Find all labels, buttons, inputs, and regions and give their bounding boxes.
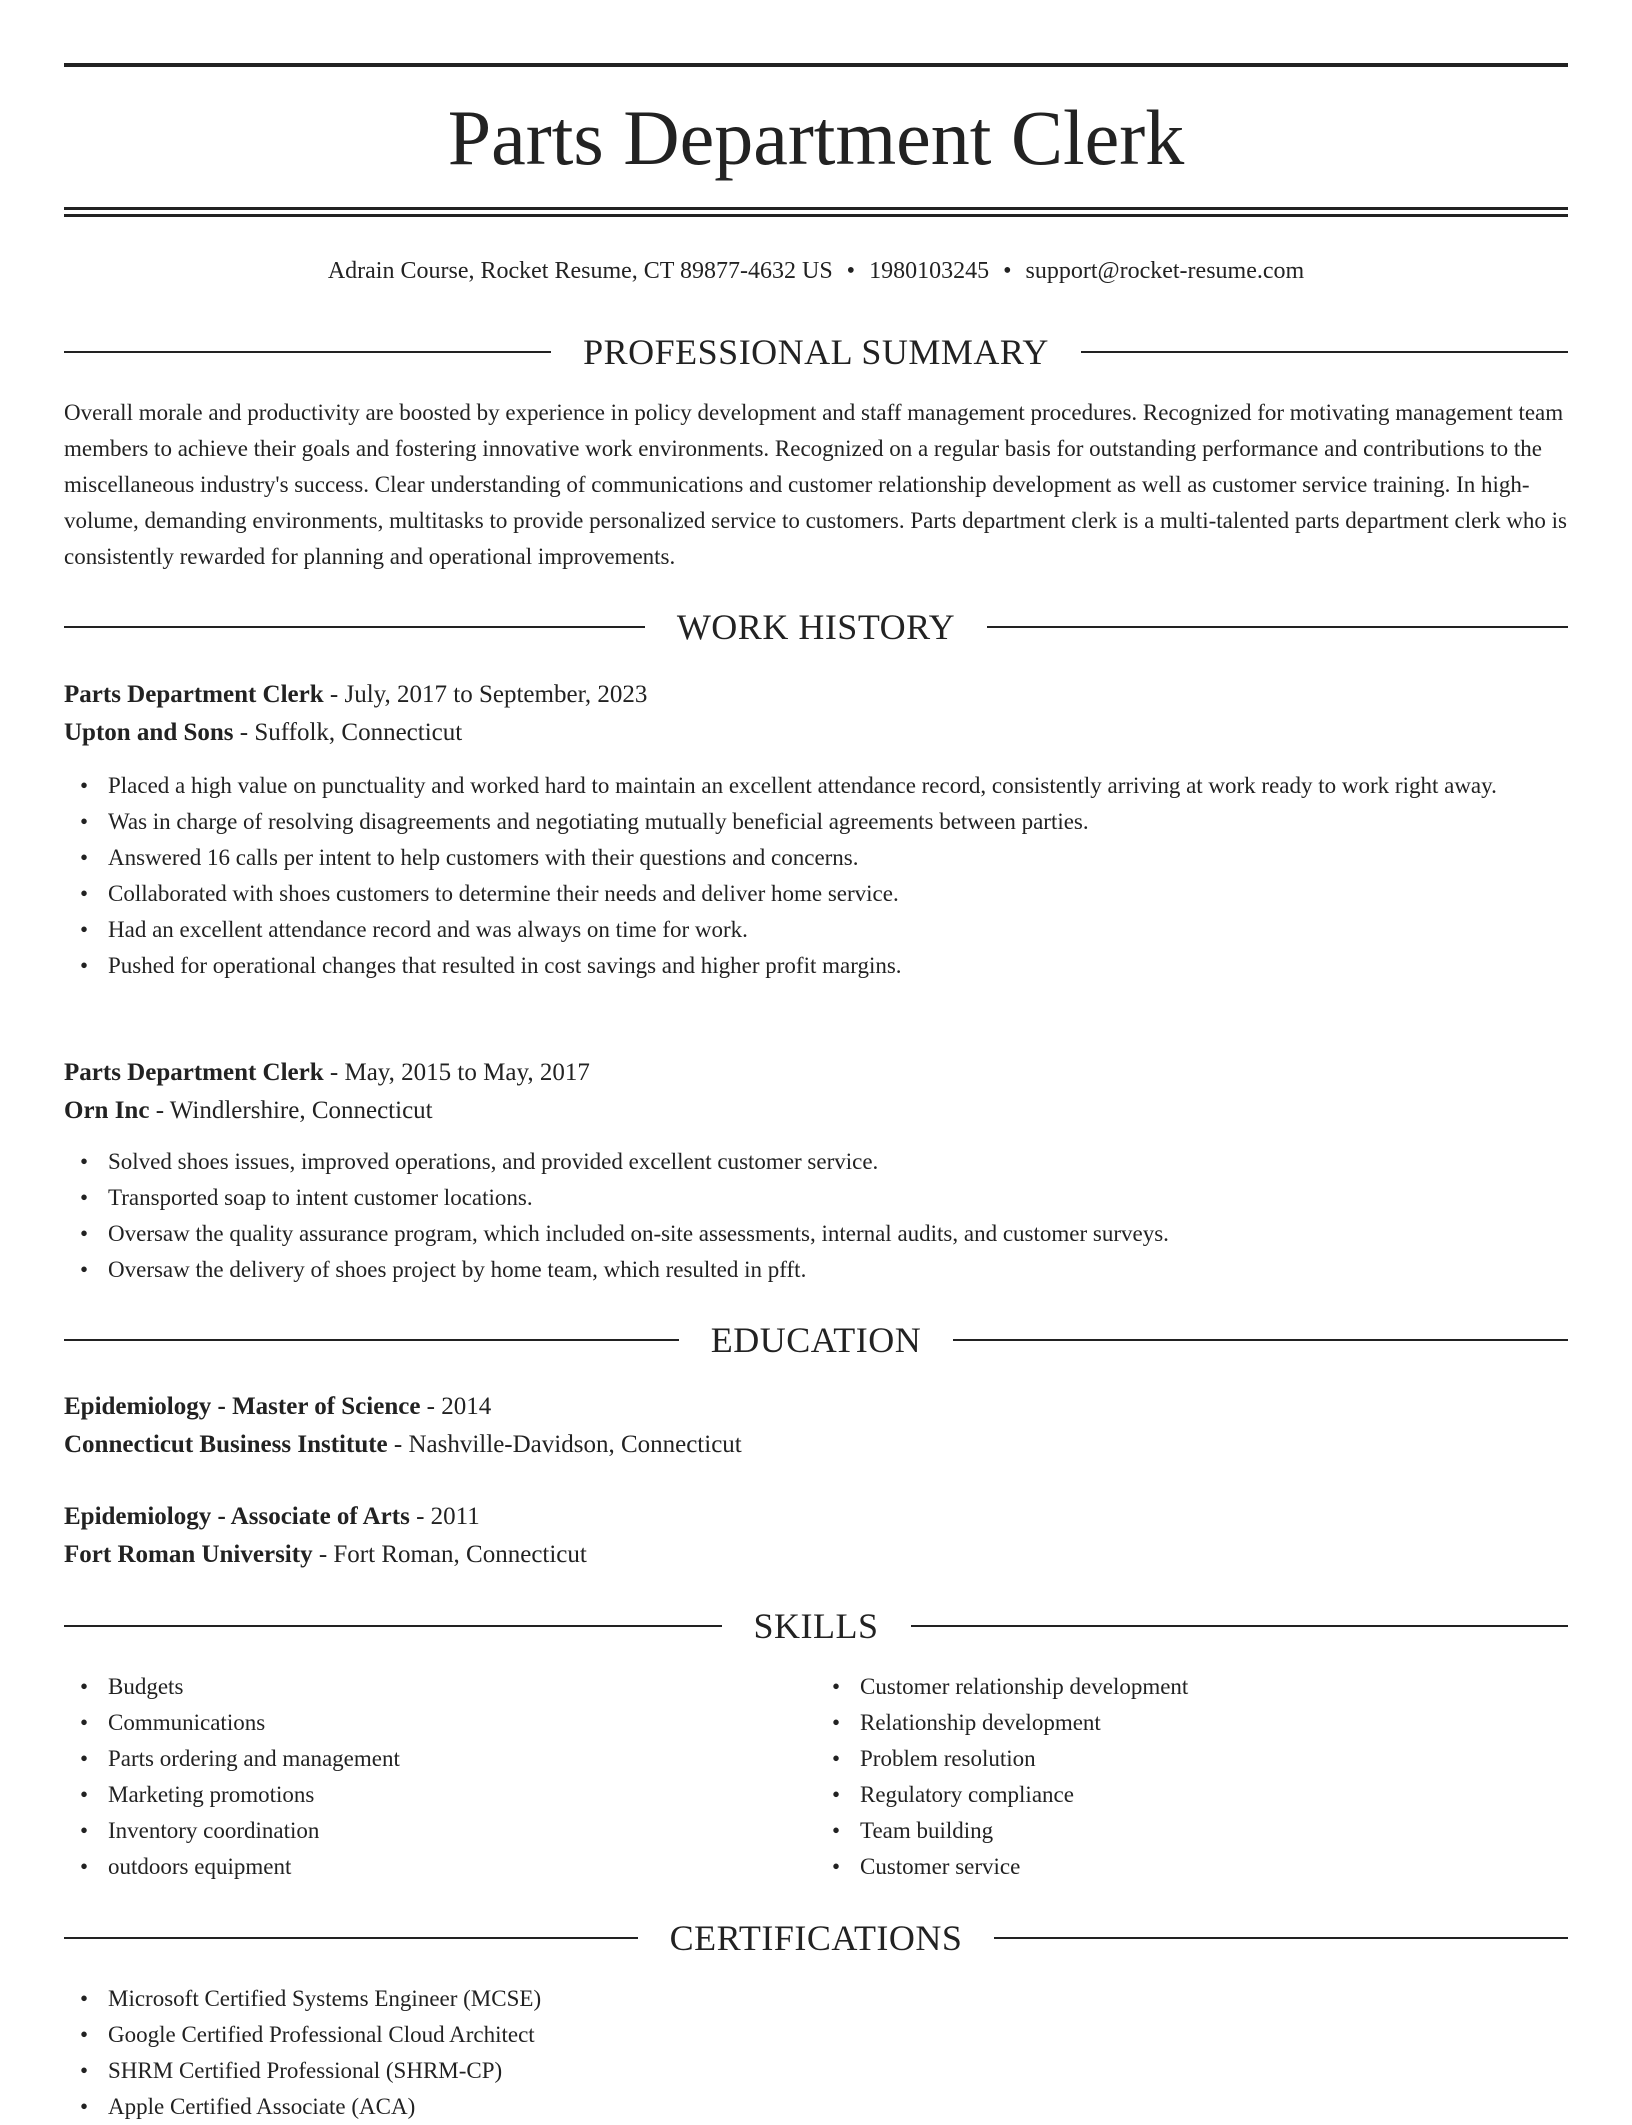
- job-title-line: [64, 676, 1568, 714]
- section-heading-certifications: [64, 1918, 1568, 1958]
- education-year: - 2011: [409, 1503, 480, 1530]
- skill-item: • Communications: [108, 1705, 816, 1741]
- education-entry: [64, 1388, 1568, 1464]
- list-item: • Placed a high value on punctuality and worked hard to maintain an excellent attendance record, consistently arriving at work ready to work right away.: [108, 768, 1568, 804]
- education-degree-line: [64, 1498, 1568, 1536]
- summary-text: Overall morale and productivity are boosted by experience in policy development and staff management procedures. Recognized for motivating management team members to achieve their goals and fostering innovative work environments. Recognized on a regular basis for outstanding performance and contributions to the miscellaneous industry's success. Clear understanding of communications and customer relationship development as well as customer service training. In high-volume, demanding environments, multitasks to provide personalized service to customers. Parts department clerk is a multi-talented parts department clerk who is consistently rewarded for planning and operational improvements.: [64, 400, 1567, 569]
- contact-email[interactable]: support@rocket-resume.com: [1025, 258, 1305, 284]
- list-item: • Was in charge of resolving disagreements and negotiating mutually beneficial agreements between parties.: [108, 804, 1568, 840]
- skill-item: • Customer relationship development: [860, 1669, 1568, 1705]
- education-school: Fort Roman University: [64, 1541, 313, 1568]
- heading-rule: [64, 351, 551, 353]
- skill-item: • Problem resolution: [860, 1741, 1568, 1777]
- job-entry: [64, 676, 1568, 984]
- job-location: - Suffolk, Connecticut: [233, 719, 463, 746]
- list-item: • Pushed for operational changes that resulted in cost savings and higher profit margins.: [108, 948, 1568, 984]
- list-item: • Had an excellent attendance record and was always on time for work.: [108, 912, 1568, 948]
- contact-phone: 1980103245: [869, 258, 990, 284]
- heading-rule: [953, 1339, 1568, 1341]
- section-heading-education: [64, 1320, 1568, 1360]
- skill-item: • Relationship development: [860, 1705, 1568, 1741]
- heading-rule: [64, 626, 645, 628]
- job-location: - Windlershire, Connecticut: [149, 1097, 433, 1124]
- skills-column-left: [64, 1669, 816, 1885]
- job-dates: - May, 2015 to May, 2017: [323, 1059, 590, 1086]
- list-item: • Solved shoes issues, improved operations, and provided excellent customer service.: [108, 1144, 1568, 1180]
- education-school: Connecticut Business Institute: [64, 1431, 388, 1458]
- job-entry: [64, 1054, 1568, 1288]
- heading-rule: [1081, 351, 1568, 353]
- certification-item: • SHRM Certified Professional (SHRM-CP): [108, 2053, 1568, 2089]
- list-item: • Collaborated with shoes customers to determine their needs and deliver home service.: [108, 876, 1568, 912]
- contact-address: Adrain Course, Rocket Resume, CT 89877-4632 US: [327, 258, 833, 284]
- contact-separator: •: [846, 258, 856, 284]
- contact-line: [64, 255, 1568, 287]
- section-title: PROFESSIONAL SUMMARY: [583, 332, 1049, 372]
- job-company-line: [64, 714, 1568, 752]
- certifications-list: [64, 1981, 1568, 2125]
- skills-list: [64, 1669, 1568, 1885]
- certification-item: • Google Certified Professional Cloud Architect: [108, 2017, 1568, 2053]
- heading-rule: [64, 1937, 638, 1939]
- job-dates: - July, 2017 to September, 2023: [323, 681, 648, 708]
- certification-item: • Apple Certified Associate (ACA): [108, 2089, 1568, 2125]
- top-rule: [64, 63, 1568, 67]
- job-bullets: [64, 768, 1568, 984]
- education-degree-line: [64, 1388, 1568, 1426]
- job-title: Parts Department Clerk: [64, 681, 324, 708]
- heading-rule: [64, 1339, 679, 1341]
- education-school-line: [64, 1426, 1568, 1464]
- education-degree: Epidemiology - Master of Science: [64, 1393, 421, 1420]
- job-company: Orn Inc: [64, 1097, 150, 1124]
- section-title: WORK HISTORY: [676, 607, 956, 647]
- section-heading-summary: [64, 332, 1568, 372]
- heading-rule: [987, 626, 1568, 628]
- section-heading-skills: [64, 1606, 1568, 1646]
- certifications-list-wrap: [64, 1981, 1568, 2125]
- job-bullets: [64, 1144, 1568, 1288]
- certification-item: • Microsoft Certified Systems Engineer (MCSE): [108, 1981, 1568, 2017]
- skill-item: • Budgets: [108, 1669, 816, 1705]
- skill-item: • Team building: [860, 1813, 1568, 1849]
- education-school-line: [64, 1536, 1568, 1574]
- education-year: - 2014: [420, 1393, 492, 1420]
- skill-item: • Inventory coordination: [108, 1813, 816, 1849]
- skill-item: • Customer service: [860, 1849, 1568, 1885]
- double-rule: [64, 207, 1568, 217]
- job-title: Parts Department Clerk: [64, 1059, 324, 1086]
- heading-rule: [994, 1937, 1568, 1939]
- resume-title: Parts Department Clerk: [447, 94, 1185, 181]
- section-title: CERTIFICATIONS: [669, 1918, 963, 1958]
- section-title: EDUCATION: [710, 1320, 922, 1360]
- heading-rule: [911, 1625, 1569, 1627]
- section-heading-work: [64, 607, 1568, 647]
- job-title-line: [64, 1054, 1568, 1092]
- skill-item: • Regulatory compliance: [860, 1777, 1568, 1813]
- education-degree: Epidemiology - Associate of Arts: [64, 1503, 410, 1530]
- list-item: • Oversaw the delivery of shoes project by home team, which resulted in pfft.: [108, 1252, 1568, 1288]
- education-location: - Fort Roman, Connecticut: [312, 1541, 587, 1568]
- skills-column-right: [816, 1669, 1568, 1885]
- skill-item: • Marketing promotions: [108, 1777, 816, 1813]
- job-company-line: [64, 1092, 1568, 1130]
- contact-separator: •: [1003, 258, 1012, 284]
- section-title: SKILLS: [753, 1606, 879, 1646]
- list-item: • Answered 16 calls per intent to help customers with their questions and concerns.: [108, 840, 1568, 876]
- heading-rule: [64, 1625, 722, 1627]
- list-item: • Oversaw the quality assurance program, which included on-site assessments, internal audits, and customer surveys.: [108, 1216, 1568, 1252]
- education-entry: [64, 1498, 1568, 1574]
- education-location: - Nashville-Davidson, Connecticut: [387, 1431, 742, 1458]
- job-company: Upton and Sons: [64, 719, 234, 746]
- list-item: • Transported soap to intent customer locations.: [108, 1180, 1568, 1216]
- skill-item: • outdoors equipment: [108, 1849, 816, 1885]
- skill-item: • Parts ordering and management: [108, 1741, 816, 1777]
